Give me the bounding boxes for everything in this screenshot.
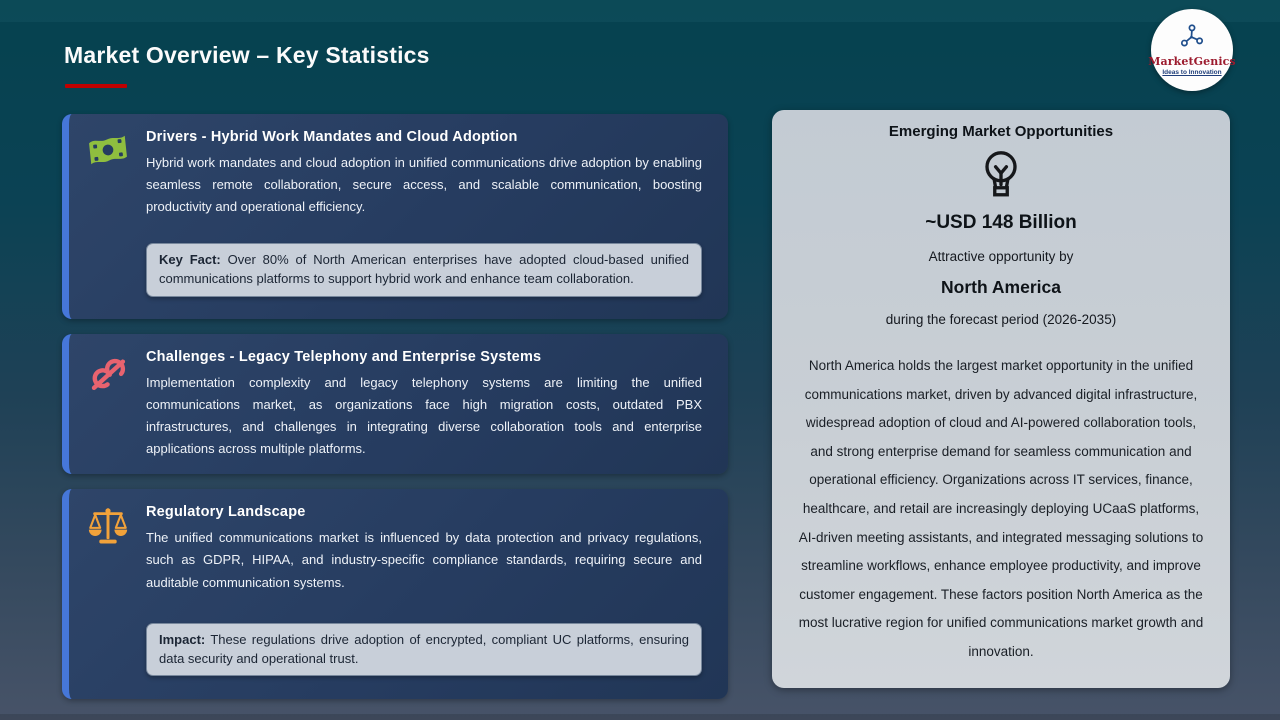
key-fact-text: Over 80% of North American enterprises have adopted cloud-based unified communications platforms to support hybrid work and enhance team collaboration.: [159, 252, 689, 287]
panel-title: Emerging Market Opportunities: [888, 123, 1114, 140]
cards-column: [62, 114, 728, 699]
card-content: [146, 504, 702, 676]
opportunity-value: ~USD 148 Billion: [925, 212, 1077, 233]
key-fact-box: [146, 243, 702, 297]
logo-tagline: Ideas to Innovation: [1162, 69, 1222, 76]
lightbulb-icon: [796, 149, 1206, 210]
opportunity-region: North America: [941, 277, 1061, 297]
regulatory-card: [62, 489, 728, 699]
page-title: Market Overview – Key Statistics: [64, 42, 430, 68]
card-title: Regulatory Landscape: [146, 504, 306, 521]
card-body: Hybrid work mandates and cloud adoption in unified communications drive adoption by enabling seamless remote collaboration, secure access, and scalable communication, boosting productivity and operational efficiency.: [146, 155, 702, 215]
opportunity-description: North America holds the largest market opportunity in the unified communications market, driven by advanced digital infrastructure, widespread adoption of cloud and AI-powered collaboration tools, and strong enterprise demand for seamless communication and operational efficiency. Organizations across IT services, finance, healthcare, and retail are increasingly deploying UCaaS platforms, AI-driven meeting assistants, and integrated messaging solutions to streamline workflows, enhance employee productivity, and improve customer engagement. These factors position North America as the most lucrative region for unified communications market growth and innovation.: [798, 358, 1204, 660]
card-body: The unified communications market is influenced by data protection and privacy regulations, such as GDPR, HIPAA, and industry-specific compliance standards, requiring secure and auditable communication systems.: [146, 530, 702, 590]
title-underline: [65, 84, 127, 88]
molecule-icon: [1179, 23, 1205, 56]
impact-text: These regulations drive adoption of encrypted, compliant UC platforms, ensuring data security and operational trust.: [159, 631, 689, 666]
card-body: Implementation complexity and legacy telephony systems are limiting the unified communications market, as organizations face high migration costs, outdated PBX infrastructures, and challenges in integrating diverse collaboration tools and enterprise applications across multiple platforms.: [146, 375, 702, 457]
opportunity-period: during the forecast period (2026-2035): [885, 312, 1117, 327]
impact-box: [146, 623, 702, 677]
card-content: [146, 129, 702, 297]
card-title: Drivers - Hybrid Work Mandates and Cloud Adoption: [146, 129, 518, 145]
opportunity-subtitle: Attractive opportunity by: [928, 249, 1074, 264]
opportunity-panel: [772, 110, 1230, 688]
challenges-card: [62, 334, 728, 474]
money-bill-icon: [87, 129, 131, 173]
impact-label: Impact:: [159, 631, 206, 647]
drivers-card: [62, 114, 728, 319]
key-fact-label: Key Fact:: [159, 252, 221, 268]
broken-link-icon: [87, 349, 131, 399]
logo-name: MarketGenics: [1148, 54, 1236, 68]
scales-icon: [87, 504, 131, 552]
card-title: Challenges - Legacy Telephony and Enterprise Systems: [146, 349, 542, 365]
card-content: [146, 349, 702, 460]
logo: [1148, 9, 1236, 91]
top-strip: [0, 0, 1280, 22]
bottom-strip: [0, 714, 1280, 720]
